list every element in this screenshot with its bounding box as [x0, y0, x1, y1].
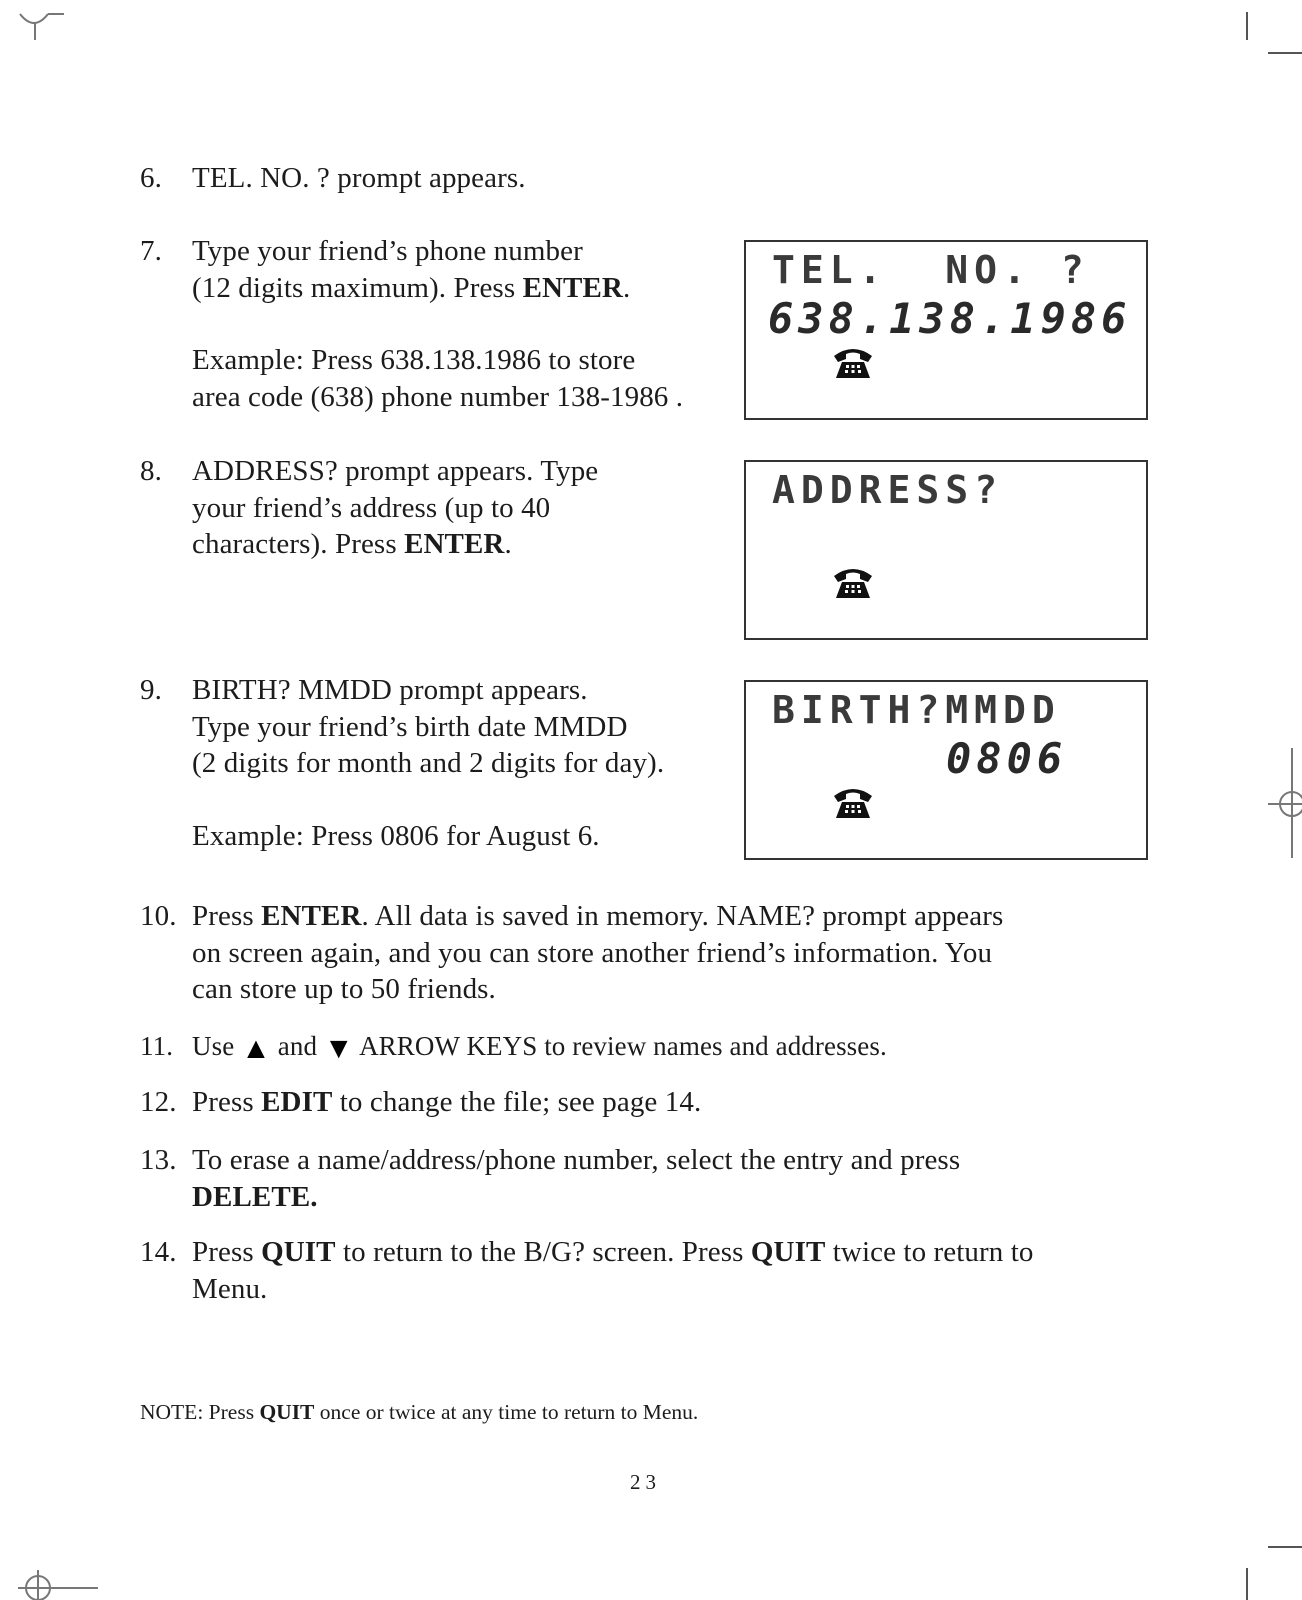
- lcd-screen-birth: [744, 680, 1148, 860]
- key-name: ENTER: [522, 271, 623, 304]
- step-text: Type your friend’s birth date MMDD: [192, 710, 628, 743]
- step-text: BIRTH? MMDD prompt appears.: [192, 674, 588, 706]
- lcd-prompt: BIRTH?MMDD: [772, 688, 1061, 732]
- note: NOTE: Press QUIT once or twice at any time to return to Menu.: [140, 1400, 699, 1424]
- key-name: QUIT: [261, 1236, 336, 1268]
- step-number: 11.: [140, 1031, 174, 1061]
- step-text: Press ENTER. All data is saved in memory. NAME? prompt appears: [192, 900, 1004, 932]
- step-number: 7.: [140, 235, 162, 267]
- telephone-icon: [830, 782, 876, 822]
- crop-mark-top-right-v: [1246, 12, 1248, 40]
- key-name: ENTER: [261, 900, 362, 932]
- key-name: QUIT: [259, 1400, 315, 1424]
- down-arrow-icon: ▼: [323, 1032, 354, 1065]
- example-text: Example: Press 638.138.1986 to store: [192, 344, 636, 376]
- page-number: 23: [630, 1470, 661, 1494]
- step-text: characters). Press ENTER.: [192, 528, 512, 560]
- crop-mark-top-right-h: [1268, 52, 1302, 54]
- telephone-icon: [830, 562, 876, 602]
- step-text: your friend’s address (up to 40: [192, 491, 551, 524]
- step-text: on screen again, and you can store another friend’s information. You: [192, 936, 993, 969]
- key-name: DELETE.: [192, 1180, 318, 1213]
- lcd-screen-tel: [744, 240, 1148, 420]
- lcd-value: 638.138.1986: [768, 294, 1132, 343]
- step-text: Menu.: [192, 1272, 268, 1305]
- lcd-prompt: TEL. NO. ?: [772, 248, 1090, 292]
- lcd-screen-address: [744, 460, 1148, 640]
- crop-mark-bottom-right-v: [1246, 1568, 1248, 1600]
- step-text: ADDRESS? prompt appears. Type: [192, 455, 599, 487]
- step-text: Press EDIT to change the file; see page 14.: [192, 1086, 702, 1118]
- step-text: (12 digits maximum). Press ENTER.: [192, 271, 631, 304]
- step-text: (2 digits for month and 2 digits for day).: [192, 747, 665, 779]
- step-number: 10.: [140, 900, 177, 932]
- example-text: area code (638) phone number 138-1986 .: [192, 380, 684, 413]
- example-text: Example: Press 0806 for August 6.: [192, 819, 600, 852]
- step-text: To erase a name/address/phone number, select the entry and press: [192, 1144, 961, 1176]
- step-number: 6.: [140, 162, 162, 194]
- key-name: EDIT: [261, 1086, 333, 1118]
- step-number: 14.: [140, 1236, 177, 1268]
- key-name: QUIT: [750, 1236, 826, 1268]
- up-arrow-icon: ▲: [241, 1032, 271, 1065]
- step-number: 12.: [140, 1086, 177, 1118]
- crop-mark-bottom-right-h: [1268, 1546, 1302, 1548]
- step-text: can store up to 50 friends.: [192, 973, 496, 1005]
- step-text: TEL. NO. ? prompt appears.: [192, 162, 526, 194]
- telephone-icon: [830, 342, 876, 382]
- step-text: Press QUIT to return to the B/G? screen. Press QUIT twice to return to: [192, 1236, 1034, 1268]
- step-text: Type your friend’s phone number: [192, 235, 583, 267]
- step-number: 9.: [140, 674, 162, 706]
- lcd-prompt: ADDRESS?: [772, 468, 1004, 512]
- step-number: 8.: [140, 455, 162, 487]
- lcd-value: 0806: [946, 734, 1068, 783]
- key-name: ENTER: [404, 528, 505, 560]
- step-text: Use ▲ and ▼ ARROW KEYS to review names and addresses.: [192, 1031, 887, 1065]
- step-number: 13.: [140, 1144, 177, 1176]
- step-text: [192, 1179, 960, 1216]
